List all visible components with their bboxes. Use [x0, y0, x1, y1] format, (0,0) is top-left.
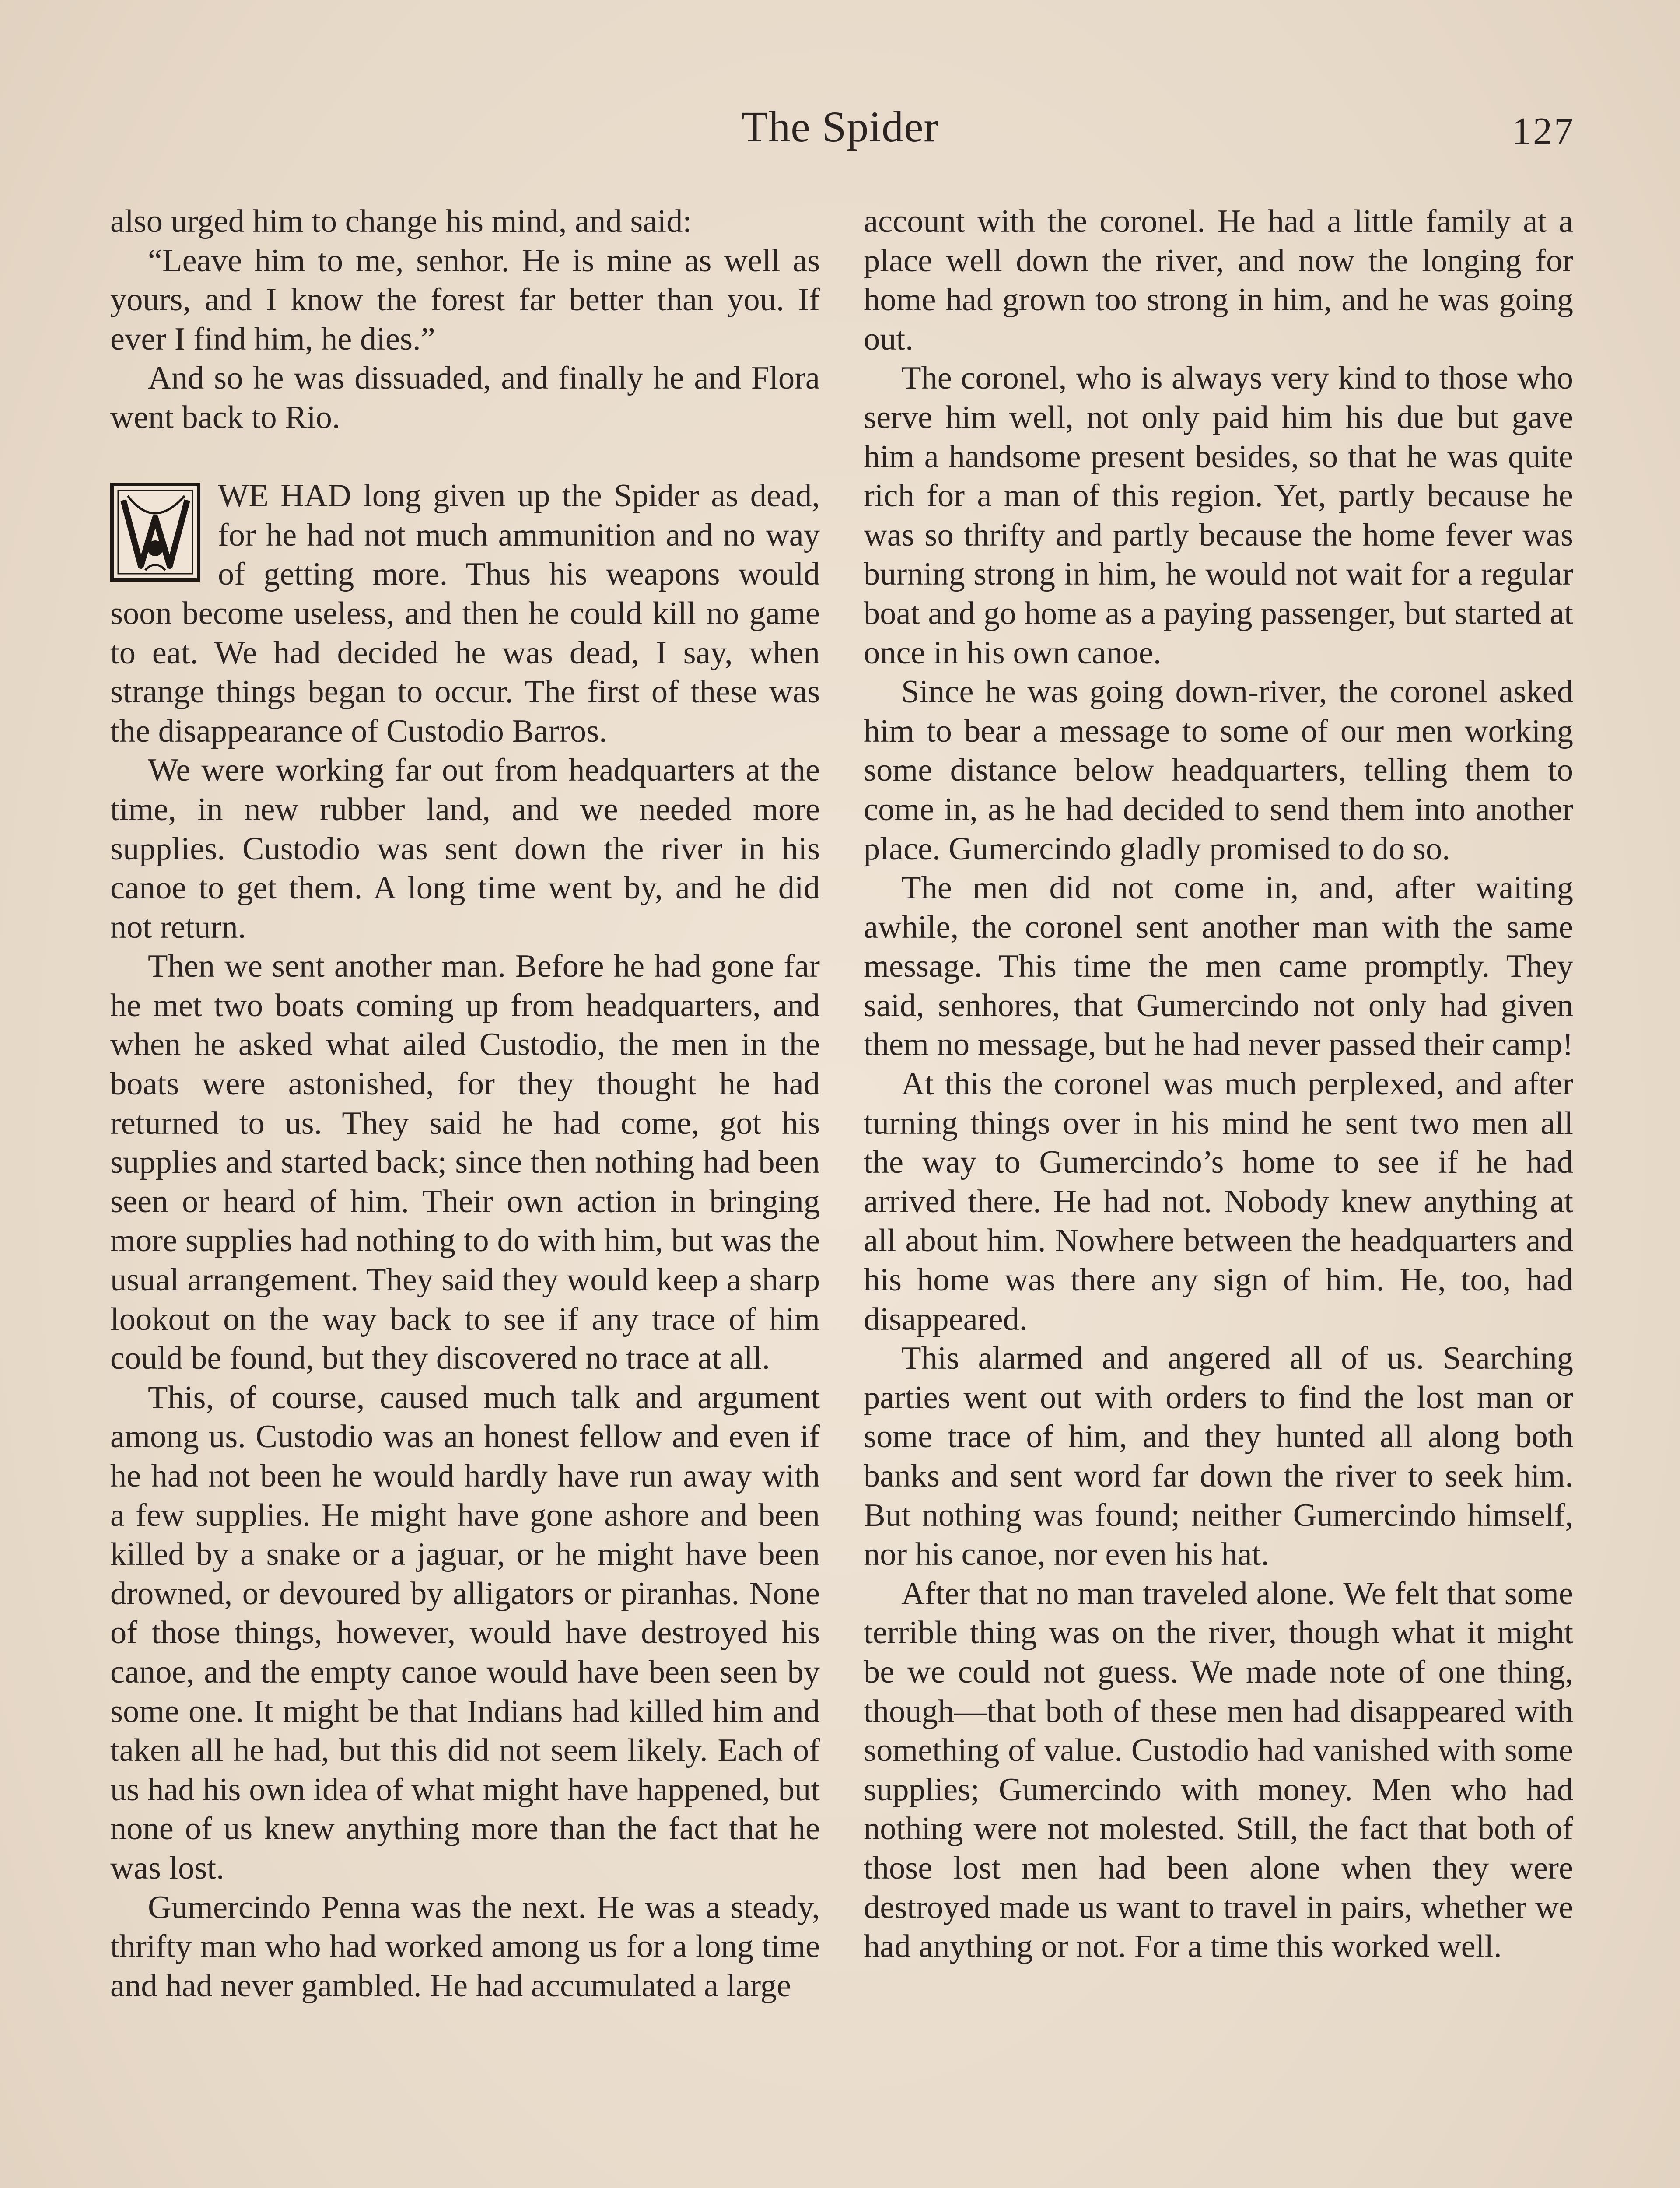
- ornamental-initial-icon: [110, 483, 200, 582]
- paragraph: And so he was dissuaded, and finally he and Flora went back to Rio.: [110, 360, 820, 435]
- paragraph: Gumercindo Penna was the next. He was a steady, thrifty man who had worked among us for a long time and had never gambled. He had accumulated a large: [110, 1889, 820, 2004]
- left-column: [110, 202, 820, 2006]
- paragraph: “Leave him to me, senhor. He is mine as well as yours, and I know the forest far better than you. If ever I find him, he dies.”: [110, 242, 820, 357]
- paragraph: account with the coronel. He had a little family at a place well down the river, and now the longing for home had grown too strong in him, and he was going out.: [864, 203, 1573, 357]
- paragraph: The coronel, who is always very kind to those who serve him well, not only paid him his due but gave him a handsome present besides, so that he was quite rich for a man of this region. Yet, partly because he was so thrifty and partly because the home fever was burning strong in him, he would not wait for a regular boat and go home as a paying passenger, but started at once in his own canoe.: [864, 360, 1573, 671]
- paragraph: also urged him to change his mind, and said:: [110, 203, 692, 239]
- paragraph: Then we sent another man. Before he had gone far he met two boats coming up from headquarters, and when he asked what ailed Custodio, the men in the boats were astonished, for they thought he had returned to us. They said he had come, got his supplies and started back; since then nothing had been seen or heard of him. Their own action in bringing more supplies had nothing to do with him, but was the usual arrangement. They said they would keep a sharp lookout on the way back to see if any trace of him could be found, but they discovered no trace at all.: [110, 948, 820, 1377]
- paragraph-text: WE HAD long given up the Spider as dead, for he had not much ammunition and no way of getting more. Thus his weapons would soon become useless, and then he could kill no game to eat. We had decided he was dead, I say, when strange things began to occur. The first of these was the disappearance of Custodio Barros.: [110, 478, 820, 749]
- section-opening-paragraph: [110, 477, 820, 751]
- running-title: The Spider: [741, 102, 939, 151]
- right-column: [864, 202, 1573, 1967]
- paragraph: This, of course, caused much talk and argument among us. Custodio was an honest fellow and even if he had not been he would hardly have run away with a few supplies. He might have gone ashore and been killed by a snake or a jaguar, or he might have been drowned, or devoured by alligators or piranhas. None of those things, however, would have destroyed his canoe, and the empty canoe would have been seen by some one. It might be that Indians had killed him and taken all he had, but this did not seem likely. Each of us had his own idea of what might have happened, but none of us knew anything more than the fact that he was lost.: [110, 1379, 820, 1886]
- paragraph: This alarmed and angered all of us. Searching parties went out with orders to find the lost man or some trace of him, and they hunted all along both banks and sent word far down the river to seek him. But nothing was found; neither Gumercindo himself, nor his canoe, nor even his hat.: [864, 1340, 1573, 1573]
- paragraph: After that no man traveled alone. We felt that some terrible thing was on the river, though what it might be we could not guess. We made note of one thing, though—that both of these men had disappeared with something of value. Custodio had vanished with some supplies; Gumercindo with money. Men who had nothing were not molested. Still, the fact that both of those lost men had been alone when they were destroyed made us want to travel in pairs, whether we had anything or not. For a time this worked well.: [864, 1575, 1573, 1965]
- paragraph: At this the coronel was much perplexed, and after turning things over in his mind he sent two men all the way to Gumercindo’s home to see if he had arrived there. He had not. Nobody knew anything at all about him. Nowhere between the headquarters and his home was there any sign of him. He, too, had disappeared.: [864, 1066, 1573, 1337]
- paragraph: Since he was going down-river, the coronel asked him to bear a message to some of our men working some distance below headquarters, telling them to come in, as he had decided to send them into another place. Gumercindo gladly promised to do so.: [864, 674, 1573, 867]
- paragraph: We were working far out from headquarters at the time, in new rubber land, and we needed more supplies. Custodio was sent down the river in his canoe to get them. A long time went by, and he did not return.: [110, 752, 820, 945]
- page-number: 127: [1512, 110, 1575, 153]
- paragraph: The men did not come in, and, after waiting awhile, the coronel sent another man with the same message. This time the men came promptly. They said, senhores, that Gumercindo not only had given them no message, but he had never passed their camp!: [864, 870, 1573, 1063]
